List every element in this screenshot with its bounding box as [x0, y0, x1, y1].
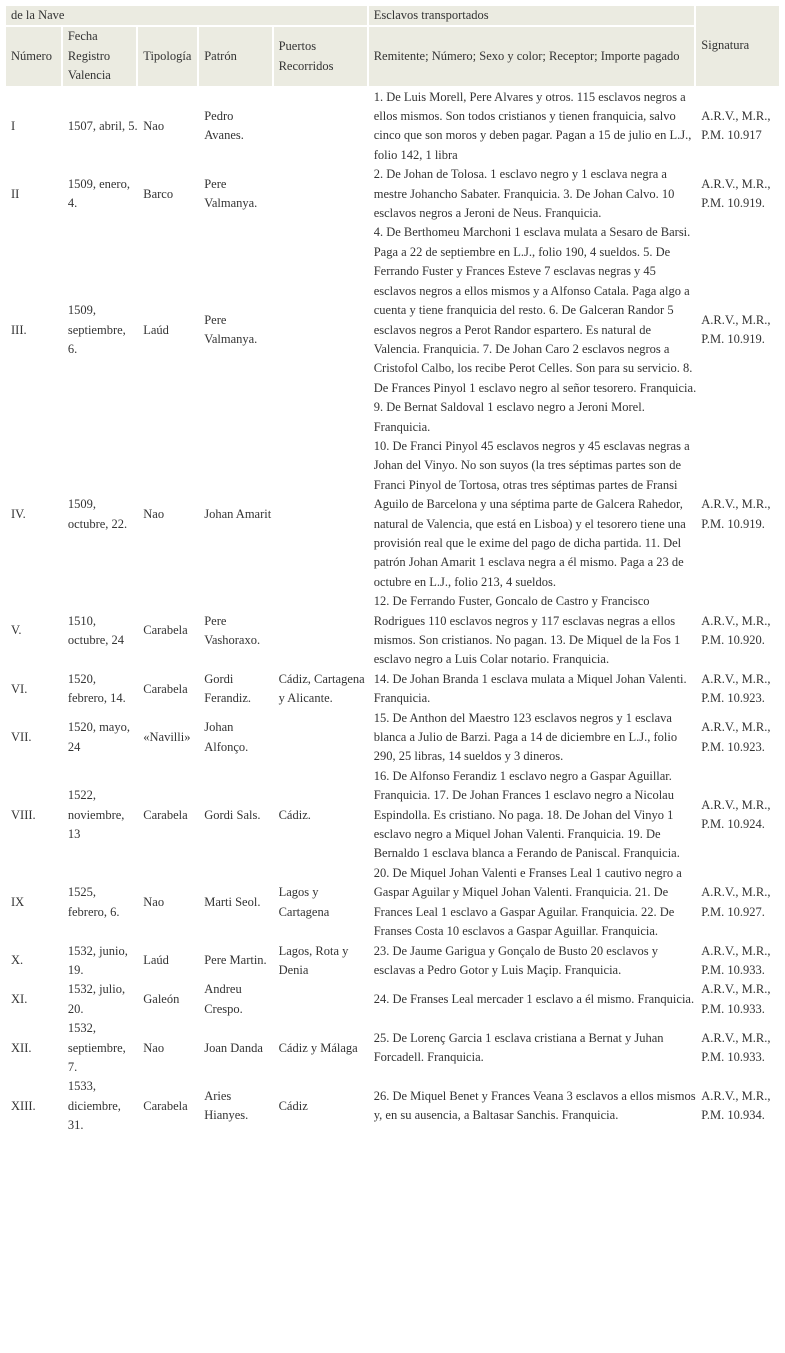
cell-signatura: A.R.V., M.R., P.M. 10.934.: [701, 1089, 771, 1123]
table-row: [6, 709, 779, 767]
cell-patron: Aries Hianyes.: [204, 1089, 249, 1123]
cell-fecha: 1520, mayo, 24: [67, 720, 130, 754]
table-row: [6, 864, 779, 942]
cell-tipologia: Barco: [143, 186, 174, 201]
cell-puertos: [274, 592, 369, 670]
cell-remitente: 4. De Berthomeu Marchoni 1 esclava mulata a Sesaro de Barsi. Paga a 22 de septiembre en L.J., folio 190, 4 sueldos. 5. De Ferrando Fuster y Frances Esteve 7 esclavas negras y 45 esclavos negros a ellos mismos y a Alfonso Catala. Paga algo a cuenta y tiene franquicia del resto. 6. De Galceran Randor 5 esclavos negros a Perot Randor espartero. Es natural de Valencia. Franquicia. 7. De Johan Caro 2 esclavos negros a Cristofol Calbo, los recibe Perot Celles. Son para su servicio. 8. De Frances Pinyol 1 esclavo negro al señor tesorero. Franquicia. 9. De Bernat Saldoval 1 esclavo negro a Jeroni Morel. Franquicia.: [373, 225, 697, 434]
cell-signatura: A.R.V., M.R., P.M. 10.919.: [701, 497, 771, 531]
cell-numero: V.: [11, 623, 22, 638]
cell-fecha: 1509, octubre, 22.: [67, 497, 128, 531]
cell-tipologia: Laúd: [143, 953, 169, 968]
table-row: [6, 1077, 779, 1135]
header-group-esclavos: Esclavos transportados: [369, 6, 697, 27]
cell-tipologia: Nao: [143, 118, 165, 133]
cell-remitente: 25. De Lorenç Garcia 1 esclava cristiana a Bernat y Juhan Forcadell. Franquicia.: [373, 1030, 664, 1065]
cell-signatura: A.R.V., M.R., P.M. 10.919.: [701, 312, 771, 347]
table-header: [6, 6, 779, 88]
cell-fecha: 1532, junio, 19.: [67, 943, 128, 977]
table-row: [6, 437, 779, 592]
header-group-nave: de la Nave: [6, 6, 369, 27]
cell-numero: II: [11, 186, 20, 201]
cell-numero: XII.: [11, 1040, 32, 1055]
cell-numero: XIII.: [11, 1098, 36, 1113]
cell-patron: Pere Valmanya.: [204, 312, 258, 347]
cell-signatura: A.R.V., M.R., P.M. 10.933.: [701, 1030, 771, 1065]
cell-signatura: A.R.V., M.R., P.M. 10.920.: [701, 613, 771, 647]
cell-puertos: [274, 223, 369, 436]
cell-remitente: 14. De Johan Branda 1 esclava mulata a Miquel Johan Valenti. Franquicia.: [373, 671, 687, 706]
cell-puertos: Cádiz, Cartagena y Alicante.: [278, 671, 365, 706]
table-row: [6, 592, 779, 670]
cell-patron: Pere Valmanya.: [204, 176, 258, 211]
cell-remitente: 10. De Franci Pinyol 45 esclavos negros y 45 esclavas negras a Johan del Vinyo. No son suyos (la tres séptimas partes son de Franci Pinyol de Tortosa, otras tres séptimas partes de Fransi Aguilo de Barcelona y una séptima parte de Galcera Rahedor, natural de Valencia, que está en Lisboa) y el tesorero tiene una provisión real que le exime del pago de dicha partida. 11. Del patrón Johan Amarit 1 esclava negra a él mismo. Paga a 23 de octubre en L.J., folio 213, 4 sueldos.: [373, 438, 690, 589]
cell-remitente: 24. De Franses Leal mercader 1 esclavo a él mismo. Franquicia.: [373, 992, 695, 1007]
cell-signatura: A.R.V., M.R., P.M. 10.924.: [701, 797, 771, 832]
cell-patron: Pere Vashoraxo.: [204, 613, 261, 647]
header-puertos: Puertos Recorridos: [274, 27, 369, 87]
cell-numero: IX: [11, 894, 25, 909]
cell-patron: Johan Amarit: [204, 506, 272, 521]
cell-fecha: 1525, febrero, 6.: [67, 885, 120, 919]
table-row: [6, 980, 779, 1019]
cell-puertos: Cádiz.: [278, 807, 311, 822]
cell-tipologia: Nao: [143, 506, 165, 521]
table-row: [6, 767, 779, 864]
cell-patron: Pere Martin.: [204, 953, 267, 968]
cell-numero: X.: [11, 953, 24, 968]
cell-fecha: 1510, octubre, 24: [67, 613, 125, 647]
cell-fecha: 1532, julio, 20.: [67, 982, 126, 1016]
cell-tipologia: Carabela: [143, 807, 188, 822]
cell-tipologia: Carabela: [143, 681, 188, 696]
cell-tipologia: Carabela: [143, 623, 188, 638]
cell-signatura: A.R.V., M.R., P.M. 10.917: [701, 109, 771, 143]
cell-patron: Joan Danda: [204, 1040, 263, 1055]
cell-tipologia: Carabela: [143, 1098, 188, 1113]
cell-numero: XI.: [11, 992, 28, 1007]
cell-puertos: [274, 980, 369, 1019]
cell-signatura: A.R.V., M.R., P.M. 10.933.: [701, 943, 771, 977]
cell-remitente: 26. De Miquel Benet y Frances Veana 3 esclavos a ellos mismos y, en su ausencia, a Baltasar Sanchis. Franquicia.: [373, 1089, 696, 1123]
cell-patron: Gordi Sals.: [204, 807, 261, 822]
cell-tipologia: Laúd: [143, 322, 169, 337]
table-body: [6, 88, 779, 1136]
cell-puertos: Cádiz y Málaga: [278, 1040, 358, 1055]
cell-signatura: A.R.V., M.R., P.M. 10.927.: [701, 885, 771, 919]
cell-tipologia: Nao: [143, 894, 165, 909]
cell-puertos: [274, 709, 369, 767]
cell-numero: VIII.: [11, 807, 36, 822]
table-row: [6, 1019, 779, 1077]
cell-numero: IV.: [11, 506, 26, 521]
table-row: [6, 670, 779, 709]
table-row: [6, 223, 779, 436]
table-row: [6, 88, 779, 166]
slave-ships-table: [6, 6, 779, 1136]
cell-patron: Johan Alfonço.: [204, 720, 249, 754]
cell-puertos: [274, 165, 369, 223]
cell-signatura: A.R.V., M.R., P.M. 10.923.: [701, 671, 771, 706]
cell-patron: Pedro Avanes.: [204, 109, 244, 143]
table-row: [6, 942, 779, 981]
cell-numero: III.: [11, 322, 27, 337]
table-row: [6, 165, 779, 223]
cell-fecha: 1509, septiembre, 6.: [67, 303, 126, 356]
cell-fecha: 1522, noviembre, 13: [67, 788, 125, 842]
cell-fecha: 1532, septiembre, 7.: [67, 1021, 126, 1074]
cell-tipologia: Galeón: [143, 992, 180, 1007]
cell-puertos: Cádiz: [278, 1098, 308, 1113]
cell-signatura: A.R.V., M.R., P.M. 10.919.: [701, 176, 771, 211]
cell-fecha: 1533, diciembre, 31.: [67, 1079, 121, 1133]
cell-remitente: 15. De Anthon del Maestro 123 esclavos negros y 1 esclava blanca a Julio de Barzi. Paga a 14 de diciembre en L.J., folio 290, 25 libras, 14 sueldos y 3 dineros.: [373, 710, 678, 764]
header-fecha: Fecha Registro Valencia: [63, 27, 138, 87]
cell-remitente: 2. De Johan de Tolosa. 1 esclavo negro y 1 esclava negra a mestre Johancho Sabater. Franquicia. 3. De Johan Calvo. 10 esclavos negros a Jeroni de Neus. Franquicia.: [373, 167, 675, 221]
header-tipologia: Tipología: [138, 27, 199, 87]
header-remitente: Remitente; Número; Sexo y color; Receptor; Importe pagado: [369, 27, 697, 87]
cell-remitente: 12. De Ferrando Fuster, Goncalo de Castro y Francisco Rodrigues 110 esclavos negros y 117 esclavas negras a ellos mismos. Son cristianos. No pagan. 13. De Miquel de la Fos 1 esclavo negro a Luis Colar notario. Franquicia.: [373, 594, 681, 667]
cell-remitente: 1. De Luis Morell, Pere Alvares y otros. 115 esclavos negros a ellos mismos. Son todos cristianos y tienen franquicia, salvo cinco que son moros y deben pagar. Pagan a 15 de julio en L.J., folio 142, 1 libra: [373, 89, 692, 162]
cell-puertos: [274, 88, 369, 166]
cell-puertos: [274, 437, 369, 592]
cell-tipologia: Nao: [143, 1040, 165, 1055]
cell-puertos: Lagos, Rota y Denia: [278, 943, 349, 977]
cell-signatura: A.R.V., M.R., P.M. 10.933.: [701, 982, 771, 1016]
cell-fecha: 1509, enero, 4.: [67, 176, 130, 211]
cell-tipologia: «Navilli»: [143, 730, 191, 745]
cell-patron: Marti Seol.: [204, 894, 261, 909]
cell-patron: Andreu Crespo.: [204, 982, 243, 1016]
cell-numero: VII.: [11, 730, 32, 745]
cell-signatura: A.R.V., M.R., P.M. 10.923.: [701, 720, 771, 754]
header-numero: Número: [6, 27, 63, 87]
cell-fecha: 1507, abril, 5.: [67, 118, 138, 133]
cell-remitente: 23. De Jaume Garigua y Gonçalo de Busto 20 esclavos y esclavas a Pedro Gotor y Luis Maçip. Franquicia.: [373, 943, 659, 977]
header-patron: Patrón: [199, 27, 273, 87]
cell-numero: VI.: [11, 681, 28, 696]
cell-patron: Gordi Ferandiz.: [204, 671, 252, 706]
cell-puertos: Lagos y Cartagena: [278, 885, 330, 919]
header-signatura: Signatura: [696, 6, 779, 88]
cell-numero: I: [11, 118, 16, 133]
cell-fecha: 1520, febrero, 14.: [67, 671, 126, 706]
cell-remitente: 16. De Alfonso Ferandiz 1 esclavo negro a Gaspar Aguillar. Franquicia. 17. De Johan Frances 1 esclavo negro a Nicolau Espindolla. Es cristiano. No paga. 18. De Johan del Vinyo 1 esclavo negro a Miquel Johan Valenti. Franquicia. 19. De Bernaldo 1 esclava blanca a Ferando de Paniscal. Franquicia.: [373, 768, 680, 861]
cell-remitente: 20. De Miquel Johan Valenti e Franses Leal 1 cautivo negro a Gaspar Aguilar y Miquel Johan Valenti. Franquicia. 21. De Frances Leal 1 esclavo a Gaspar Aguilar. Franquicia. 22. De Franses Costa 10 esclavos a Gaspar Aguillar. Franquicia.: [373, 865, 682, 939]
